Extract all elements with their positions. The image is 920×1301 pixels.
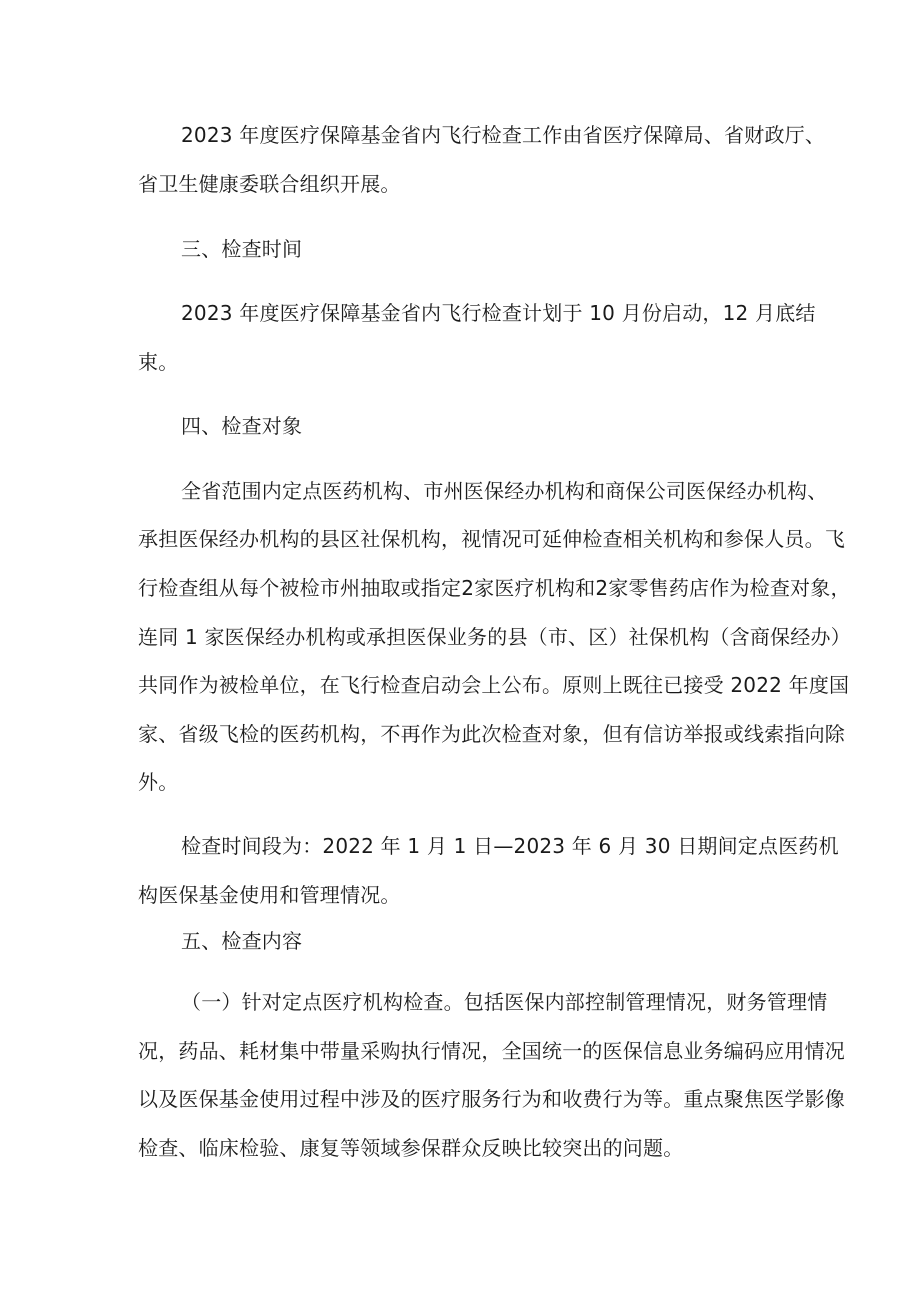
paragraph-1-line-2: 省卫生健康委联合组织开展。 (138, 172, 401, 196)
paragraph-3-line-1: 全省范围内定点医药机构、市州医保经办机构和商保公司医保经办机构、 (181, 479, 828, 503)
paragraph-3-line-5: 共同作为被检单位，在飞行检查启动会上公布。原则上既往已接受 2022 年度国 (138, 673, 850, 697)
section-3-heading: 三、检查时间 (181, 237, 303, 261)
paragraph-2-line-2: 束。 (138, 350, 179, 374)
paragraph-3-line-4: 连同 1 家医保经办机构或承担医保业务的县（市、区）社保机构（含商保经办） (138, 625, 851, 649)
paragraph-5-line-4: 检查、临床检验、康复等领域参保群众反映比较突出的问题。 (138, 1136, 684, 1160)
section-4-heading: 四、检查对象 (181, 414, 303, 438)
paragraph-1-line-1: 2023 年度医疗保障基金省内飞行检查工作由省医疗保障局、省财政厅、 (181, 123, 826, 147)
paragraph-3-line-2: 承担医保经办机构的县区社保机构，视情况可延伸检查相关机构和参保人员。飞 (138, 527, 845, 551)
paragraph-5-line-2: 况，药品、耗材集中带量采购执行情况，全国统一的医保信息业务编码应用情况 (138, 1039, 845, 1063)
paragraph-3-line-7: 外。 (138, 770, 179, 794)
paragraph-2-line-1: 2023 年度医疗保障基金省内飞行检查计划于 10 月份启动，12 月底结 (181, 301, 816, 325)
paragraph-5-line-1: （一）针对定点医疗机构检查。包括医保内部控制管理情况，财务管理情 (181, 990, 828, 1014)
paragraph-4-line-2: 构医保基金使用和管理情况。 (138, 883, 401, 907)
paragraph-3-line-3: 行检查组从每个被检市州抽取或指定2家医疗机构和2家零售药店作为检查对象， (138, 576, 851, 600)
paragraph-3-line-6: 家、省级飞检的医药机构，不再作为此次检查对象，但有信访举报或线索指向除 (138, 722, 845, 746)
section-5-heading: 五、检查内容 (181, 929, 303, 953)
paragraph-5-line-3: 以及医保基金使用过程中涉及的医疗服务行为和收费行为等。重点聚焦医学影像 (138, 1087, 845, 1111)
paragraph-4-line-1: 检查时间段为：2022 年 1 月 1 日—2023 年 6 月 30 日期间定点医药机 (181, 834, 839, 858)
